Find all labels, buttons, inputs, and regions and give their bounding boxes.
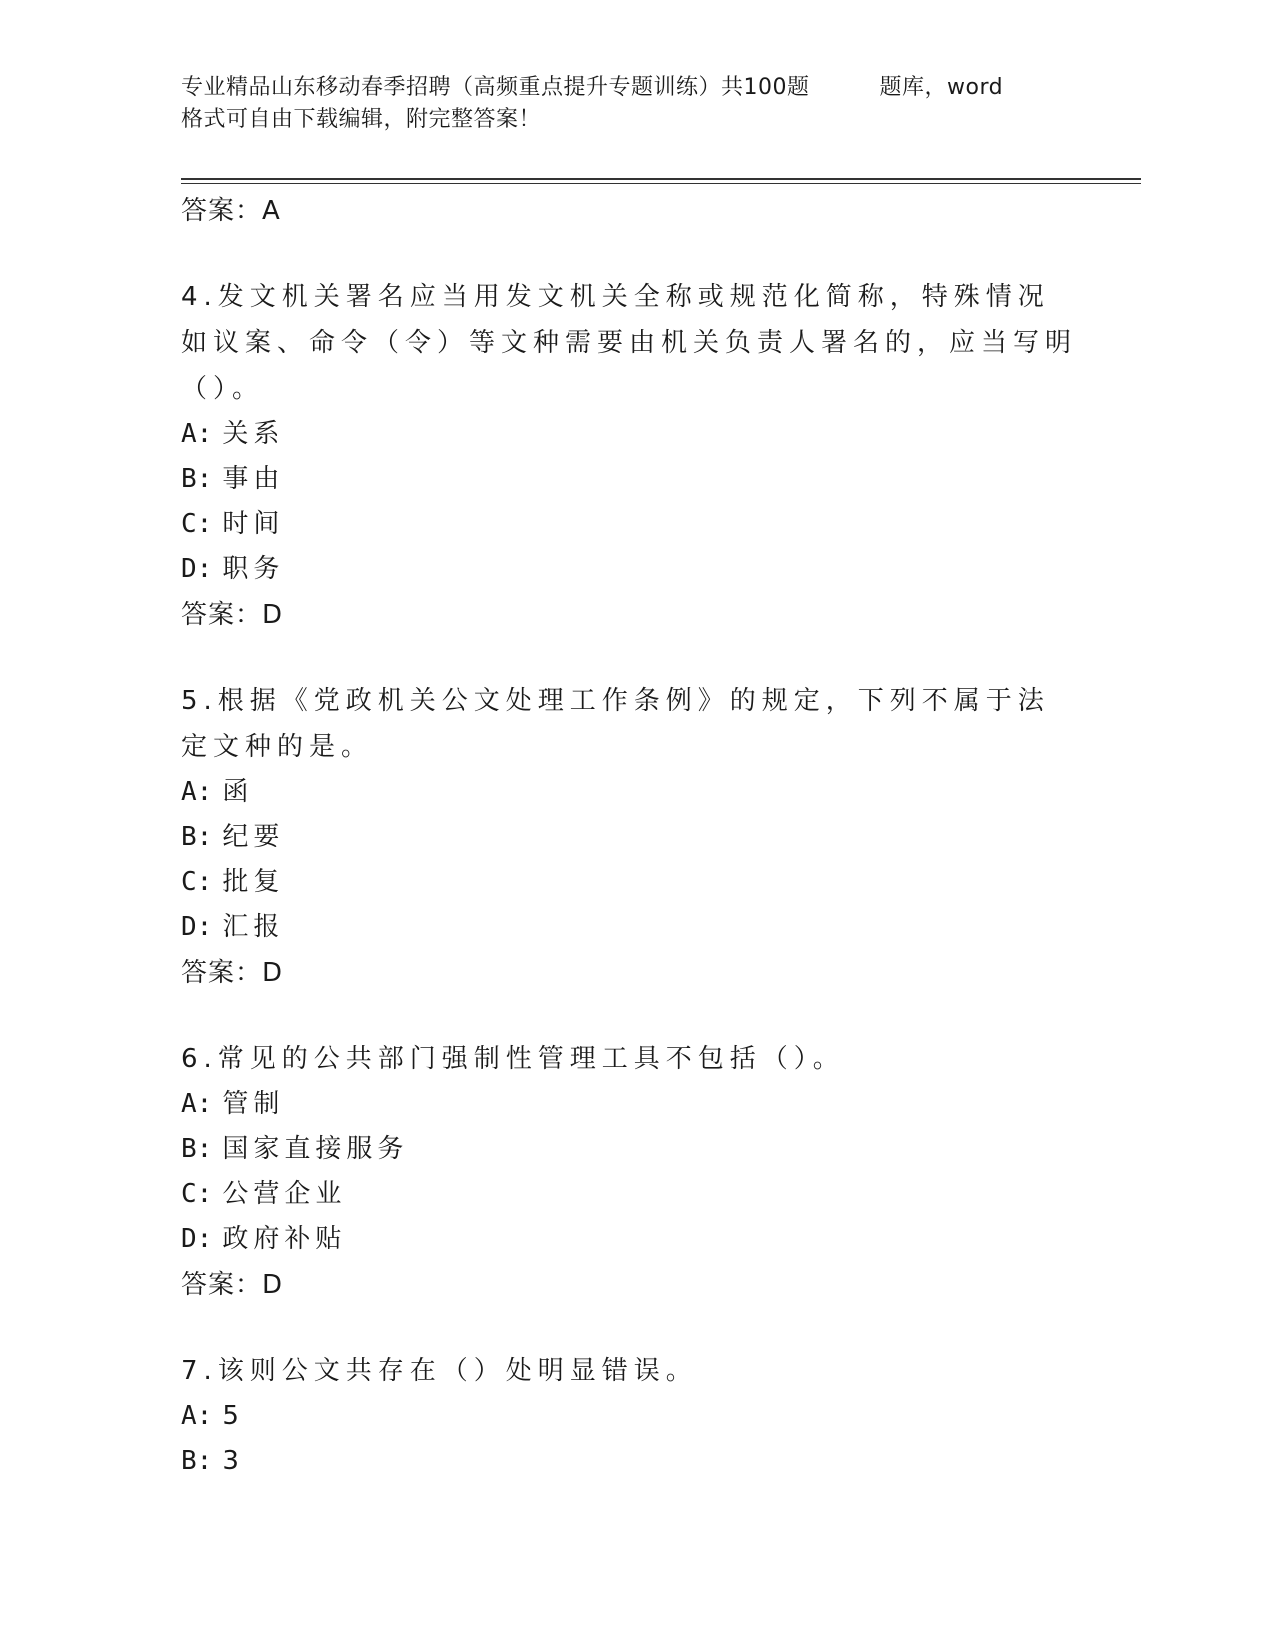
question-text: 5.根据《党政机关公文处理工作条例》的规定，下列不属于法定文种的是。 [181,686,1050,762]
option-letter: B: [181,464,213,494]
header-divider-thin [181,183,1141,184]
option-item [181,905,1081,950]
option-item [181,770,1081,815]
option-letter: A: [181,777,213,807]
option-letter: C: [181,509,213,539]
option-text: 政府补贴 [222,1224,347,1254]
option-text: 管制 [222,1089,285,1119]
question-item [181,1036,1081,1308]
option-letter: B: [181,1134,213,1164]
question-item [181,1348,1081,1484]
page-header [181,72,1081,136]
question-list [181,188,1081,1484]
question-item [181,678,1081,996]
option-text: 批复 [222,867,285,897]
option-item [181,412,1081,457]
option-letter: A: [181,1089,213,1119]
option-item [181,547,1081,592]
answer-line: 答案：D [181,600,284,630]
question-text: 7.该则公文共存在（）处明显错误。 [181,1356,698,1386]
option-item [181,815,1081,860]
question-item [181,274,1081,638]
option-letter: B: [181,1446,213,1476]
option-item [181,1394,1081,1439]
option-letter: B: [181,822,213,852]
option-text: 事由 [222,464,285,494]
option-text: 关系 [222,419,285,449]
option-letter: A: [181,1401,213,1431]
option-item [181,502,1081,547]
option-text: 3 [222,1446,244,1476]
option-item [181,860,1081,905]
option-text: 国家直接服务 [222,1134,409,1164]
option-item [181,1127,1081,1172]
option-letter: C: [181,1179,213,1209]
header-line-2: 格式可自由下载编辑，附完整答案！ [181,107,542,132]
option-text: 纪要 [222,822,285,852]
option-item [181,457,1081,502]
option-letter: D: [181,554,213,584]
option-letter: A: [181,419,213,449]
question-text: 4.发文机关署名应当用发文机关全称或规范化简称，特殊情况如议案、命令（令）等文种需要由机关负责人署名的，应当写明（）。 [181,282,1078,404]
option-item [181,1082,1081,1127]
header-line-1 [181,72,1081,104]
option-text: 公营企业 [222,1179,347,1209]
option-item [181,1172,1081,1217]
option-item [181,1439,1081,1484]
option-text: 时间 [222,509,285,539]
option-letter: D: [181,912,213,942]
question-text: 6.常见的公共部门强制性管理工具不包括（）。 [181,1044,845,1074]
answer-line: 答案：D [181,958,284,988]
answer-line: 答案：A [181,196,281,226]
header-divider-thick [181,178,1141,180]
option-letter: D: [181,1224,213,1254]
option-text: 汇报 [222,912,285,942]
option-text: 职务 [222,554,285,584]
option-text: 5 [222,1401,244,1431]
answer-line: 答案：D [181,1270,284,1300]
option-item [181,1217,1081,1262]
header-title: 专业精品山东移动春季招聘（高频重点提升专题训练）共100题 [181,75,810,100]
header-format-note: 题库，word [879,75,1004,100]
option-text: 函 [222,777,254,807]
option-letter: C: [181,867,213,897]
